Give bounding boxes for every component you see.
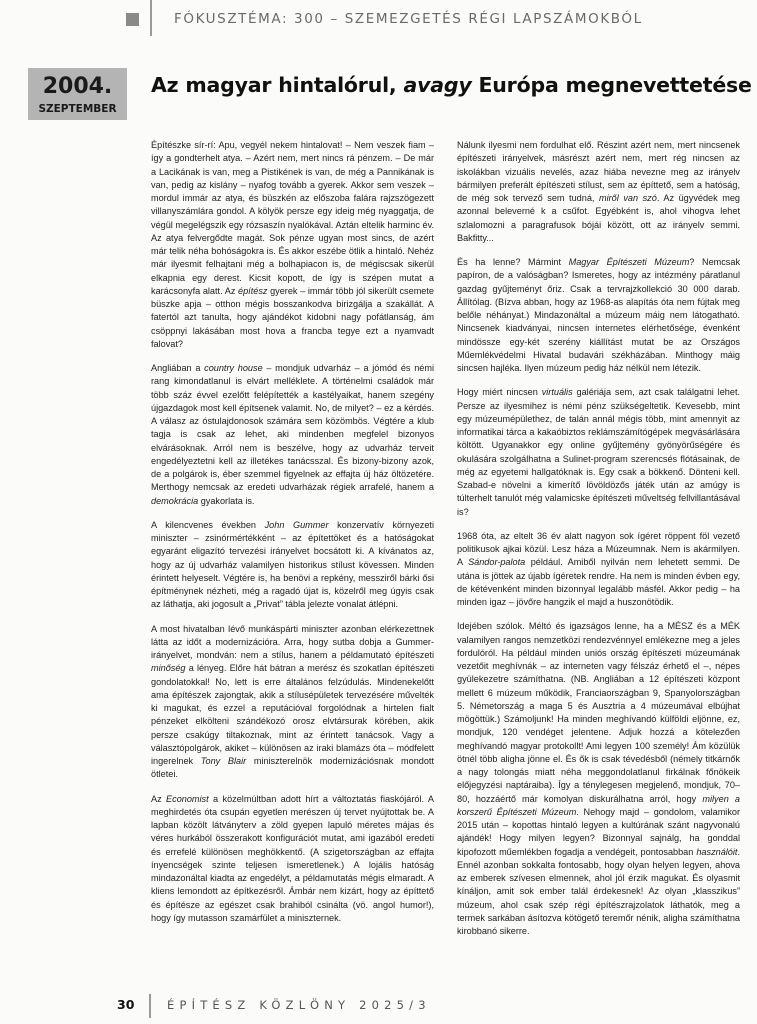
issue-year: 2004. [42,74,113,99]
paragraph-text: miniszterelnök modernizációsnak mondott ötletei. [151,756,434,780]
article-paragraph [151,519,434,612]
paragraph-text: Hogy miért nincsen [457,387,542,398]
paragraph-text: gyerek – immár több jól sikerült csemete büszke apja – otthon mégis bosszankodva birizgálja a szakállát. A fatertól azt tanulta, hogy ajándékot kidobni nagy pofátlanság, ám csöppnyi lakásában most hova a francba tegye ezt a nyamvadt falovat? [151,285,434,349]
article-paragraph [457,530,740,610]
article-paragraph [151,623,434,782]
paragraph-text: – mondjuk udvarház – a jómód és némi rang kimondatlanul is elvárt melléklete. A történelmi családok már több száz évvel ezelőtt felépítették a kastélyaikat, hanem szegény újgazdagok most kell építsenek valamit. No, de milyet? – ez a kérdés. A válasz az óstulajdonosok számára sem közömbös. Végtére a klub tagja is csak az lehet, aki mindenben megfelel bizonyos elvárásoknak. Arról nem is beszélve, hogy az udvarház terveit engedélyeztetni kell az illetékes tanácsszal. És bizony-bizony azok, de a polgárok is, éber szemmel figyelnek az effajta új ház öltözetére. Merthogy nemcsak az eredeti udvarházak régiek arrafelé, hanem a [151,363,434,493]
emphasis-text: Magyar Építészeti Múzeum [568,257,690,267]
issue-month: SZEPTEMBER [38,103,117,115]
footer-divider [149,994,151,1018]
page-footer [0,990,757,1024]
header-divider [150,0,152,36]
paragraph-text: ? Nemcsak papíron, de a valóságban? Ismeretes, hogy az intézmény páratlanul gazdag gyűjteményt őriz. Csak a tervrajzkollekció 30 000 darab. Állítólag. (Bízva abban, hogy az 1968-as alapítás óta nem fújtak meg belőle néhányat.) Mindazonáltal a múzeum máig nem látogatható. Nincsenek kiadványai, nincsen internetes elérhetősége, évenként mindössze egy-két szerény kiállítást mutat be az Országos Műemlékvédelmi Hivatal budavári székházában. Minthogy máig sincsen hajléka. Ilyen múzeum pedig ház nélkül nem létezik. [457,257,741,373]
emphasis-text: minőség [151,663,186,674]
emphasis-text: használóit [696,846,738,857]
emphasis-text: Economist [166,793,209,804]
article-paragraph [457,256,740,375]
paragraph-text: Idejében szólok. Méltó és igazságos lenne, ha a MÉSZ és a MÉK valamilyen rangos nemzetközi rendezvénnyel emlékezne meg a jeles fordulóról. Ha például minden uniós ország építészeti múzeumának vezetőit meghívnák – az interneten vagy félszáz érhető el –, népes gyülekezetre számíthatna. (NB. Angliában a 12 építészeti központ mellett 6 múzeum működik, Franciaországban 9, Spanyolországban 5. Németország a maga 5 és Ausztria a 4 múzeumával elbújhat mögöttük.) Számoljunk! Ha minden meghívandó külföldi eljönne, ez, mondjuk, 120 vendéget jelentene. Adjuk hozzá a kötelezően meghívandó magyar protokollt! Ami legyen 100 személy! Ám közülük ötnél több aligha jönne el. És ők is csak tévedésből (némely titkárnők a nagy tolongás miatt néha meggondolatlanul firkálnak főnökeik előjegyzési naptáraiba). Így a ténylegesen megjelenő, mondjuk, 70–80, hozzáértő már komolyan diskurálhatna arról, hogy [457,621,740,804]
paragraph-text: A kilencvenes években [151,519,265,530]
emphasis-text: miről van szó [599,193,657,203]
paragraph-text: . Az ügyvédek meg azonnal beleverné k a csűfot. Egyébként is, ahol vihogva lehet szlalomozni a paragrafusok bójái között, ott az irányelv semmi. Bakfitty... [457,193,740,243]
page-number: 30 [117,997,135,1012]
paragraph-text: például. Amiből nyilván nem lehetett semmi. De utána is jöttek az újabb ígéretek rendre. Ha nem is minden évben egy, de kétévenként minden bizonnyal legalább másfél. Akkor pedig – ha minden igaz – jövőre hangzik el majd a huszonötödik. [457,557,740,607]
emphasis-text: virtuális [541,387,573,398]
title-part-3: Európa megnevettetése [471,73,752,97]
paragraph-text: gyakorlata is. [198,495,255,506]
emphasis-text: John Gummer [264,519,329,530]
journal-name: ÉPÍTÉSZ KÖZLÖNY 2025/3 [167,998,431,1012]
issue-date-box [28,68,127,120]
paragraph-text: Angliában a [151,363,205,373]
article-paragraph [457,139,740,245]
article-paragraph [457,386,740,519]
paragraph-text: a lényeg. Előre hát bátran a merész és szokatlan építészeti gondolatokkal! No, lett is erre általános felzúdulás. Mindenekelőtt ama építészek zajongtak, akik a stílusépületek tervezésére művelték ki magukat, és ezzel a reputációval forgolódnak a hirtelen fialt pénzeket elkölteni szándékozó orosz elvtársurak körében, akik persze csakúgy tiltakoznak, mint az érintett tanácsok. Vagy a választópolgárok, akiket – különösen az iraki blamázs óta – módfelett ingerelnek [151,663,434,766]
section-kicker: FÓKUSZTÉMA: 300 – SZEMEZGETÉS RÉGI LAPSZÁMOKBÓL [174,11,643,27]
paragraph-text: Az [151,793,167,804]
article-paragraph [151,362,434,508]
emphasis-text: milyen a korszerű Építészeti Múzeum [457,793,740,817]
article-paragraph [457,620,740,938]
header-square-icon [126,13,139,26]
article-title [151,72,751,98]
article-column-left [151,139,434,936]
emphasis-text: country house [204,363,263,373]
emphasis-text: Sándor-palota [468,557,526,568]
page-header [0,0,757,40]
title-part-1: Az magyar hintalórul, [151,73,404,97]
emphasis-text: építész [238,285,268,296]
paragraph-text: konzervatív környezeti miniszter – zsinórmértékként – az építettöket és a hatóságokat egyaránt eligazító tervezési irányelvet bocsátott ki. A kívánatos az, hogy az új udvarház valamilyen historikus stílust kövessen. Minden érintett helyeselt. Végtére is, ha benövi a repkény, messziről bárki ősi építménynek nézheti, még a ragadó újat is, közelről meg úgyis csak az láthatja, aki jogosult a „Privat” tábla jelezte vonalat átlépni. [151,519,434,610]
paragraph-text: . Nehogy majd – gondolom, valamikor 2015 után – kopottas hintaló legyen a kultúrának szánt nagyvonalú ajándék! Hogy milyen legyen? Bizonnyal sajnálg, ha gonddal kipofozott műemlékben fogadja a vendégeit, pontosabban [457,806,740,857]
paragraph-text: . Ennél azonban sokkalta fontosabb, hogy olyan helyen legyen, ahova az emberek szívesen elmennek, ahol jól érzik magukat. És olyasmit kínáljon, amit sok ember talál érdekesnek! Az olyan „klasszikus” múzeum, ahol csak szép régi építészrajzolatok láthatók, meg a termek sarkában ásítozva kötögető teremőr nénik, aligha számíthatna kirobbanó sikerre. [457,846,740,936]
paragraph-text: Nálunk ilyesmi nem fordulhat elő. Részint azért nem, mert nincsenek építészeti irányelvek, másrészt azért nem, mert rég nincsen az iskolákban vizuális nevelés, azaz hiába nevezne meg az irányelv bármilyen preferált építészeti stílust, sem az építtető, sem a hatóság, de még sok tervező sem tudná, [457,140,740,203]
paragraph-text: A most hivatalban lévő munkáspárti miniszter azonban elérkezettnek látta az időt a modernizációra. Arra, hogy sutba dobja a Gummer-irányelvet, mondván: nem a stílus, hanem a példamutató építészeti [151,623,434,660]
paragraph-text: 1968 óta, az eltelt 36 év alatt nagyon sok ígéret röppent föl vezető politikusok ajkai közül. Lesz háza a Múzeumnak. Nem is akármilyen. A [457,530,740,568]
article-paragraph [151,139,434,351]
paragraph-text: galériája sem, azt csak találgatni lehet. Persze az ilyesmihez is némi pénz szükségeltetik. Kevesebb, mint egy múzeumépülethez, de talán annál mégis több, mint amennyit az informatikai tárca a kakaóbiztos reklámszámítógépek megvásárlására költött. Ugyanakkor egy online gyűjtemény gyönyörűségére és okulására szolgálhatna a Sulinet-program szerencsés flótásainak, de még az egyetemi hallgatóknak is. Egy csak a bökkenő. Dönteni kell. Szabad-e növelni a kimerítő lövöldözős játék után az amúgy is túlterhelt tanulót még valamicske építészeti műveltség fellvillantásával is? [457,387,741,517]
emphasis-text: demokrácia [151,495,199,506]
title-part-2: avagy [403,73,472,97]
emphasis-text: Tony Blair [200,756,247,766]
paragraph-text: a közelmúltban adott hírt a változtatás fiaskójáról. A meghirdetés óta csupán egyetlen merészen új tervet nyújtottak be. A lapban közölt látványterv a zöld gyepen lapuló méretes májas és véres hurkából összerakott konfigurációt mutat, ami igazából eredeti és errefelé különösen meghökkentő. (A szigetországban az effajta ínyencségek szinte teljesen ismeretlenek.) A lojális hatóság mindazonáltal kiadta az engedélyt, a példamutatás mégis elmaradt. A kliens lemondott az építkezésről. Ámbár nem kizárt, hogy az építtető és építésze az egészet csak brahiból csinálta (vö. angol humor!), hogy így mutasson szamárfület a miniszternek. [151,793,434,923]
paragraph-text: És ha lenne? Mármint [457,257,569,267]
paragraph-text: Építészke sír-rí: Apu, vegyél nekem hintalovat! – Nem veszek fiam – így a gondterhelt atya. – Azért nem, mert nincs rá pénzem. – De már a Lacikának is van, meg a Pistikének is van, de még a Pannikának is van, pedig az kislány – nyafog tovább a gyerek. Akkor sem veszek – mordul immár az atya, és büszkén az előszoba falára rajzszögezett villanyszámlára gondol. A kölyök persze egy ideig még nyaggatja, de végül megelégszik egy rózsaszín nyalókával. Aztán eltelik harminc év. Az atya felvergődte magát. Sok pénze ugyan most sincs, de azért már telik néha bohóságokra is. És akkor eszébe ötlik a hintaló. Nehéz már ilyesmit felhajtani még a bolhapiacon is, de mégiscsak sikerül elkapnia egy derest. Kicsit kopott, de így is szépen mutat a karácsonyfa alatt. Az [151,140,434,296]
article-column-right [457,139,740,949]
article-paragraph [151,793,434,926]
